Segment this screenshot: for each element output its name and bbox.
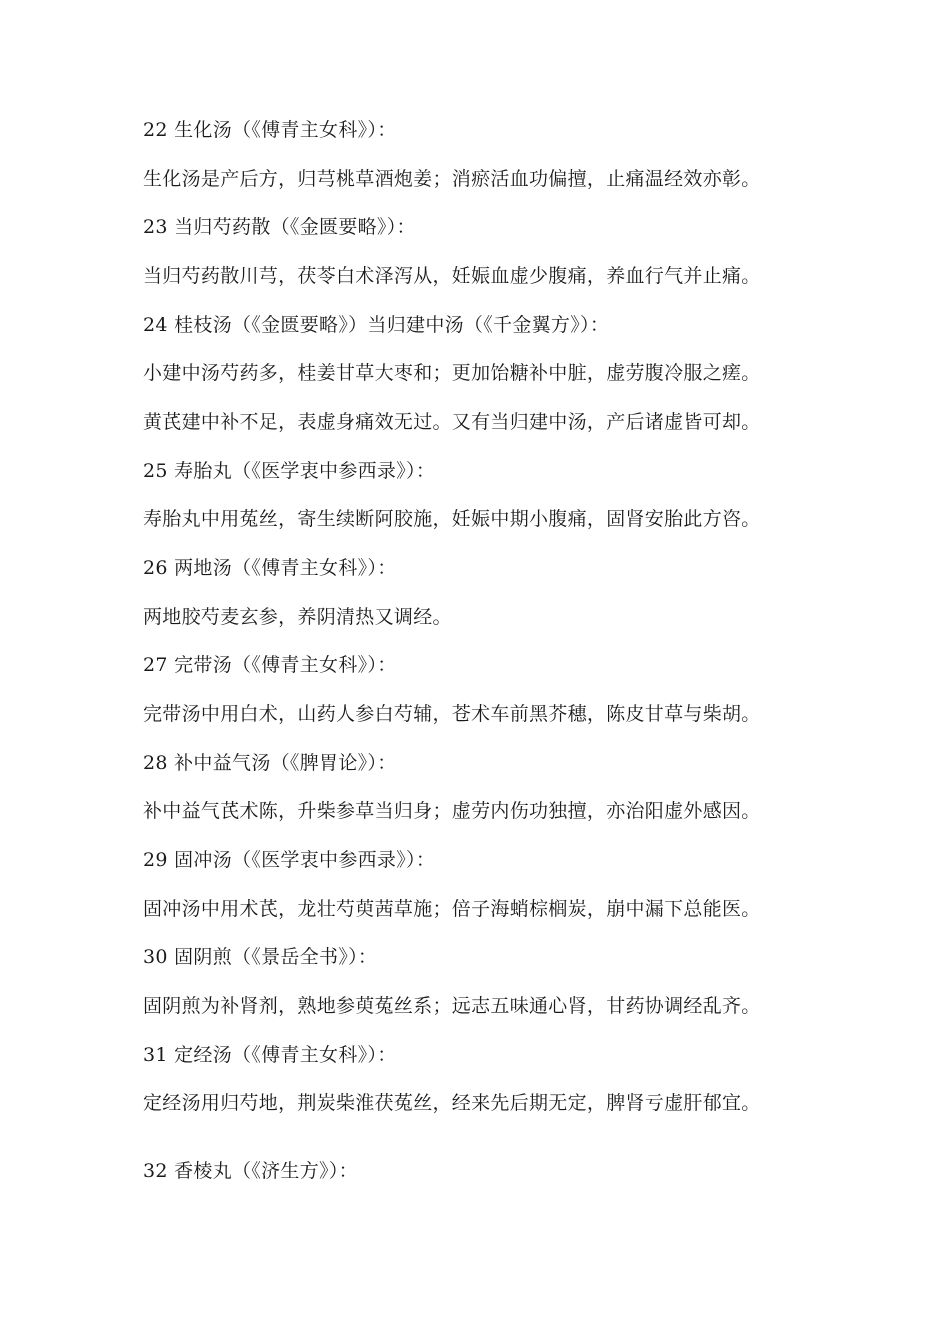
heading-31: 31 定经汤（《傅青主女科》）： (143, 1044, 397, 1066)
verse-24a: 小建中汤芍药多，桂姜甘草大枣和；更加饴糖补中脏，虚劳腹冷服之瘥。 (143, 362, 761, 384)
heading-27: 27 完带汤（《傅青主女科》）： (143, 654, 397, 676)
heading-28: 28 补中益气汤（《脾胃论》）： (143, 752, 397, 774)
verse-29: 固冲汤中用术芪，龙壮芍萸茜草施；倍子海蛸棕榈炭，崩中漏下总能医。 (143, 898, 761, 920)
verse-30: 固阴煎为补肾剂，熟地参萸菟丝系；远志五味通心肾，甘药协调经乱齐。 (143, 995, 761, 1017)
heading-23: 23 当归芍药散（《金匮要略》）： (143, 216, 416, 238)
verse-23: 当归芍药散川芎，茯苓白术泽泻从，妊娠血虚少腹痛，养血行气并止痛。 (143, 265, 761, 287)
verse-26: 两地胶芍麦玄参，养阴清热又调经。 (143, 606, 452, 628)
heading-30: 30 固阴煎（《景岳全书》）： (143, 946, 378, 968)
verse-31: 定经汤用归芍地，荆炭柴淮茯菟丝，经来先后期无定，脾肾亏虚肝郁宜。 (143, 1092, 761, 1114)
heading-29: 29 固冲汤（《医学衷中参西录》）： (143, 849, 436, 871)
verse-27: 完带汤中用白术，山药人参白芍辅，苍术车前黑芥穗，陈皮甘草与柴胡。 (143, 703, 761, 725)
heading-25: 25 寿胎丸（《医学衷中参西录》）： (143, 460, 436, 482)
verse-24b: 黄芪建中补不足，表虚身痛效无过。又有当归建中汤，产后诸虚皆可却。 (143, 411, 761, 433)
heading-24: 24 桂枝汤（《金匮要略》）当归建中汤（《千金翼方》）： (143, 314, 610, 336)
verse-22: 生化汤是产后方，归芎桃草酒炮姜；消瘀活血功偏擅，止痛温经效亦彰。 (143, 168, 761, 190)
heading-22: 22 生化汤（《傅青主女科》）： (143, 119, 397, 141)
heading-32: 32 香棱丸（《济生方》）： (143, 1160, 358, 1182)
verse-28: 补中益气芪术陈，升柴参草当归身；虚劳内伤功独擅，亦治阳虚外感因。 (143, 800, 761, 822)
verse-25: 寿胎丸中用菟丝，寄生续断阿胶施，妊娠中期小腹痛，固肾安胎此方咨。 (143, 508, 761, 530)
heading-26: 26 两地汤（《傅青主女科》）： (143, 557, 397, 579)
